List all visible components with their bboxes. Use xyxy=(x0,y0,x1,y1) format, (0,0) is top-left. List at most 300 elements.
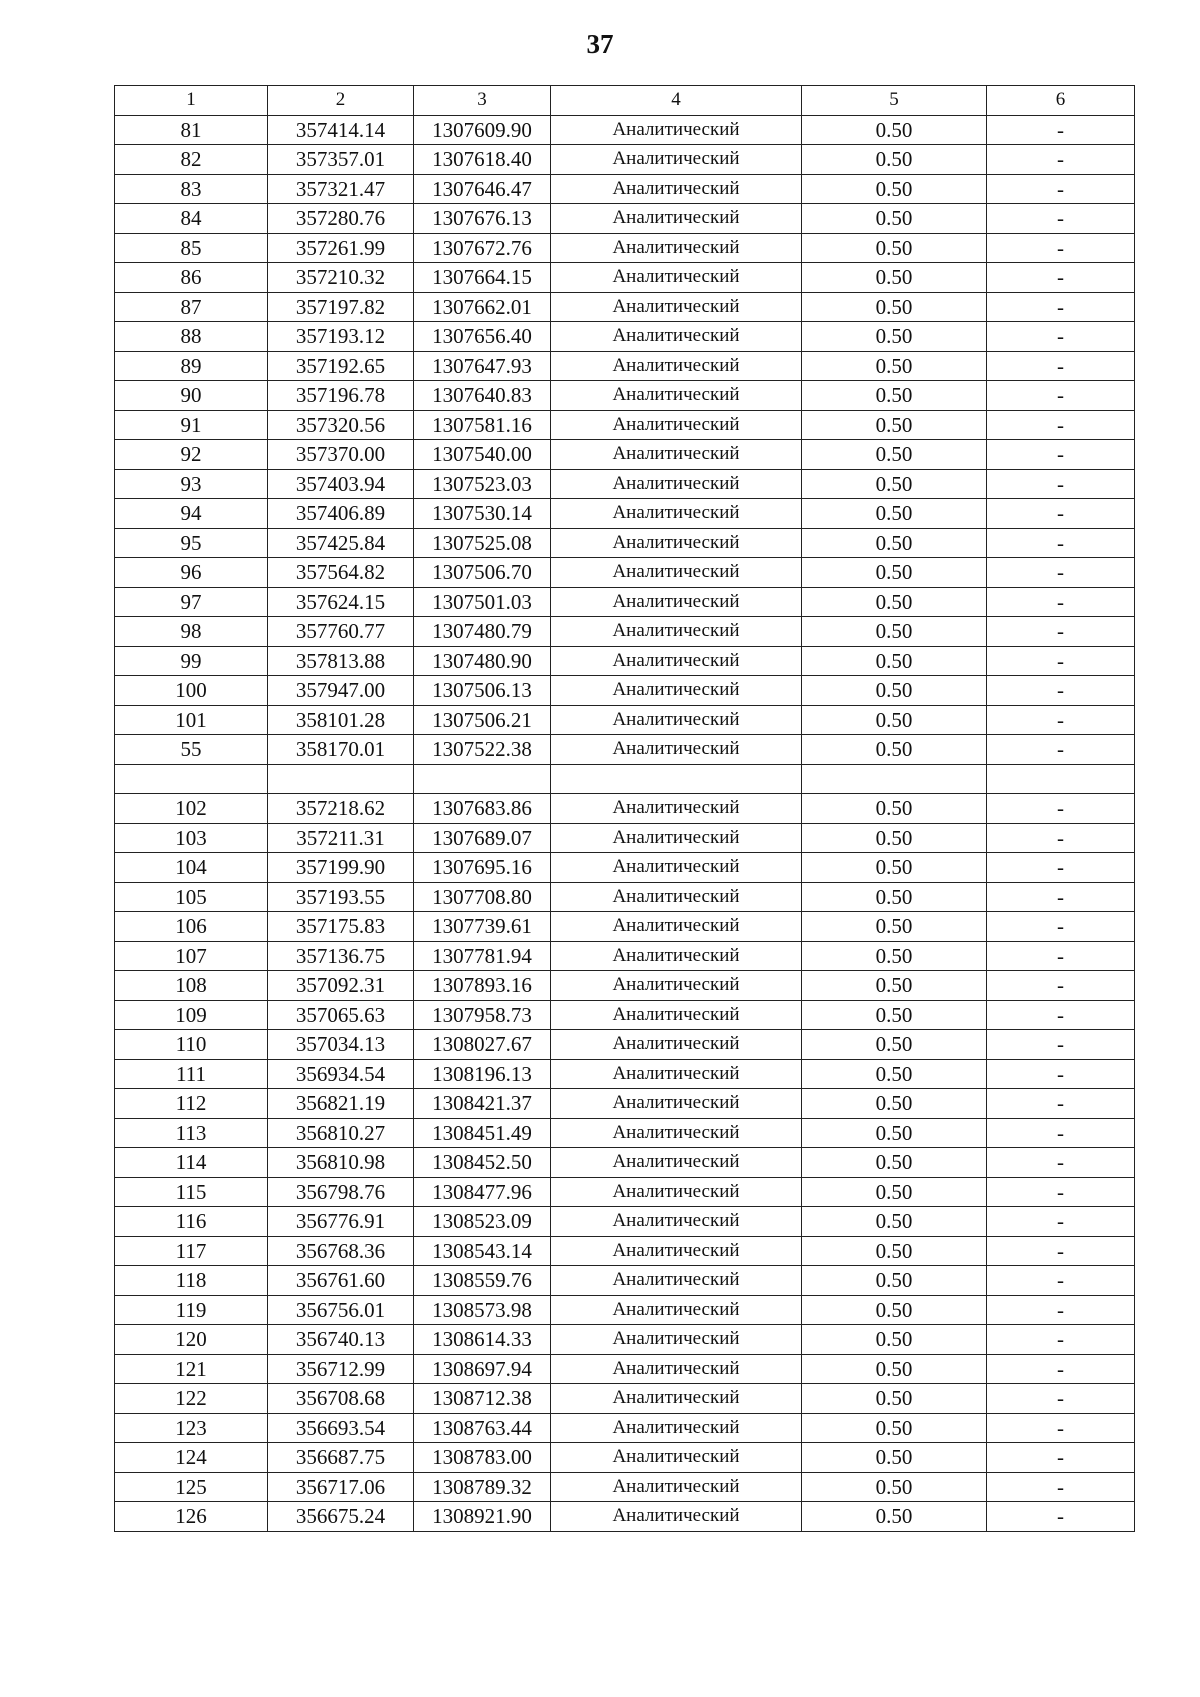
table-row xyxy=(115,145,1135,175)
note-cell: - xyxy=(987,882,1135,912)
accuracy-cell: 0.50 xyxy=(802,1443,987,1473)
note-cell: - xyxy=(987,233,1135,263)
method-cell: Аналитический xyxy=(551,1502,802,1532)
method-cell: Аналитический xyxy=(551,1000,802,1030)
x-coordinate-cell: 357760.77 xyxy=(268,617,414,647)
point-number-cell: 109 xyxy=(115,1000,268,1030)
y-coordinate-cell: 1308452.50 xyxy=(414,1148,551,1178)
x-coordinate-cell: 356768.36 xyxy=(268,1236,414,1266)
y-coordinate-cell: 1307739.61 xyxy=(414,912,551,942)
note-cell: - xyxy=(987,1177,1135,1207)
table-row xyxy=(115,1443,1135,1473)
accuracy-cell: 0.50 xyxy=(802,853,987,883)
method-cell: Аналитический xyxy=(551,1413,802,1443)
method-cell: Аналитический xyxy=(551,528,802,558)
x-coordinate-cell: 357280.76 xyxy=(268,204,414,234)
accuracy-cell: 0.50 xyxy=(802,322,987,352)
method-cell: Аналитический xyxy=(551,381,802,411)
accuracy-cell: 0.50 xyxy=(802,1118,987,1148)
method-cell: Аналитический xyxy=(551,587,802,617)
note-cell: - xyxy=(987,676,1135,706)
table-row xyxy=(115,1413,1135,1443)
method-cell: Аналитический xyxy=(551,1354,802,1384)
method-cell: Аналитический xyxy=(551,1030,802,1060)
table-row xyxy=(115,1354,1135,1384)
note-cell: - xyxy=(987,1266,1135,1296)
accuracy-cell: 0.50 xyxy=(802,263,987,293)
accuracy-cell: 0.50 xyxy=(802,204,987,234)
y-coordinate-cell: 1307480.90 xyxy=(414,646,551,676)
table-row xyxy=(115,882,1135,912)
point-number-cell: 89 xyxy=(115,351,268,381)
point-number-cell: 88 xyxy=(115,322,268,352)
y-coordinate-cell: 1307662.01 xyxy=(414,292,551,322)
method-cell: Аналитический xyxy=(551,794,802,824)
y-coordinate-cell: 1308451.49 xyxy=(414,1118,551,1148)
point-number-cell: 120 xyxy=(115,1325,268,1355)
accuracy-cell: 0.50 xyxy=(802,469,987,499)
y-coordinate-cell: 1307523.03 xyxy=(414,469,551,499)
table-row xyxy=(115,617,1135,647)
point-number-cell: 91 xyxy=(115,410,268,440)
point-number-cell: 115 xyxy=(115,1177,268,1207)
page-number: 37 xyxy=(586,29,614,59)
note-cell: - xyxy=(987,1413,1135,1443)
point-number-cell: 102 xyxy=(115,794,268,824)
accuracy-cell: 0.50 xyxy=(802,440,987,470)
method-cell: Аналитический xyxy=(551,1177,802,1207)
x-coordinate-cell: 357425.84 xyxy=(268,528,414,558)
table-row xyxy=(115,499,1135,529)
y-coordinate-cell: 1307664.15 xyxy=(414,263,551,293)
x-coordinate-cell xyxy=(268,764,414,794)
y-coordinate-cell: 1308783.00 xyxy=(414,1443,551,1473)
y-coordinate-cell: 1307480.79 xyxy=(414,617,551,647)
x-coordinate-cell: 356798.76 xyxy=(268,1177,414,1207)
note-cell: - xyxy=(987,322,1135,352)
note-cell: - xyxy=(987,1059,1135,1089)
note-cell: - xyxy=(987,499,1135,529)
note-cell: - xyxy=(987,823,1135,853)
point-number-cell: 119 xyxy=(115,1295,268,1325)
x-coordinate-cell: 357218.62 xyxy=(268,794,414,824)
table-row xyxy=(115,1000,1135,1030)
table-row xyxy=(115,204,1135,234)
x-coordinate-cell: 357034.13 xyxy=(268,1030,414,1060)
accuracy-cell: 0.50 xyxy=(802,882,987,912)
y-coordinate-cell: 1308196.13 xyxy=(414,1059,551,1089)
point-number-cell: 81 xyxy=(115,115,268,145)
point-number-cell: 98 xyxy=(115,617,268,647)
accuracy-cell: 0.50 xyxy=(802,794,987,824)
x-coordinate-cell: 357197.82 xyxy=(268,292,414,322)
y-coordinate-cell: 1308712.38 xyxy=(414,1384,551,1414)
accuracy-cell: 0.50 xyxy=(802,587,987,617)
method-cell: Аналитический xyxy=(551,823,802,853)
y-coordinate-cell: 1307501.03 xyxy=(414,587,551,617)
method-cell: Аналитический xyxy=(551,853,802,883)
table-row xyxy=(115,351,1135,381)
table-row xyxy=(115,1148,1135,1178)
point-number-cell: 110 xyxy=(115,1030,268,1060)
y-coordinate-cell: 1307656.40 xyxy=(414,322,551,352)
accuracy-cell: 0.50 xyxy=(802,1266,987,1296)
note-cell: - xyxy=(987,1502,1135,1532)
method-cell: Аналитический xyxy=(551,351,802,381)
y-coordinate-cell: 1308763.44 xyxy=(414,1413,551,1443)
method-cell: Аналитический xyxy=(551,499,802,529)
point-number-cell: 108 xyxy=(115,971,268,1001)
accuracy-cell: 0.50 xyxy=(802,705,987,735)
method-cell: Аналитический xyxy=(551,1059,802,1089)
table-row xyxy=(115,587,1135,617)
point-number-cell: 107 xyxy=(115,941,268,971)
accuracy-cell: 0.50 xyxy=(802,558,987,588)
table-row xyxy=(115,1177,1135,1207)
y-coordinate-cell: 1307689.07 xyxy=(414,823,551,853)
x-coordinate-cell: 357321.47 xyxy=(268,174,414,204)
header-cell-col-2: 2 xyxy=(268,86,414,116)
table-row xyxy=(115,174,1135,204)
y-coordinate-cell: 1307640.83 xyxy=(414,381,551,411)
note-cell: - xyxy=(987,912,1135,942)
note-cell: - xyxy=(987,735,1135,765)
point-number-cell: 123 xyxy=(115,1413,268,1443)
header-cell-col-4: 4 xyxy=(551,86,802,116)
method-cell xyxy=(551,764,802,794)
point-number-cell: 87 xyxy=(115,292,268,322)
accuracy-cell xyxy=(802,764,987,794)
y-coordinate-cell: 1307676.13 xyxy=(414,204,551,234)
y-coordinate-cell: 1307581.16 xyxy=(414,410,551,440)
y-coordinate-cell: 1307609.90 xyxy=(414,115,551,145)
note-cell: - xyxy=(987,1207,1135,1237)
x-coordinate-cell: 357320.56 xyxy=(268,410,414,440)
note-cell: - xyxy=(987,469,1135,499)
note-cell: - xyxy=(987,1325,1135,1355)
note-cell: - xyxy=(987,1354,1135,1384)
x-coordinate-cell: 356810.98 xyxy=(268,1148,414,1178)
note-cell: - xyxy=(987,587,1135,617)
table-row xyxy=(115,292,1135,322)
point-number-cell: 55 xyxy=(115,735,268,765)
table-row xyxy=(115,912,1135,942)
note-cell: - xyxy=(987,410,1135,440)
note-cell: - xyxy=(987,174,1135,204)
accuracy-cell: 0.50 xyxy=(802,292,987,322)
note-cell: - xyxy=(987,1118,1135,1148)
y-coordinate-cell: 1307530.14 xyxy=(414,499,551,529)
x-coordinate-cell: 356708.68 xyxy=(268,1384,414,1414)
method-cell: Аналитический xyxy=(551,145,802,175)
point-number-cell: 103 xyxy=(115,823,268,853)
x-coordinate-cell: 358170.01 xyxy=(268,735,414,765)
note-cell: - xyxy=(987,558,1135,588)
table-row xyxy=(115,705,1135,735)
point-number-cell: 95 xyxy=(115,528,268,558)
method-cell: Аналитический xyxy=(551,971,802,1001)
accuracy-cell: 0.50 xyxy=(802,381,987,411)
x-coordinate-cell: 357370.00 xyxy=(268,440,414,470)
point-number-cell: 85 xyxy=(115,233,268,263)
table-row xyxy=(115,410,1135,440)
table-row xyxy=(115,764,1135,794)
accuracy-cell: 0.50 xyxy=(802,1413,987,1443)
x-coordinate-cell: 357414.14 xyxy=(268,115,414,145)
accuracy-cell: 0.50 xyxy=(802,1502,987,1532)
header-cell-col-3: 3 xyxy=(414,86,551,116)
point-number-cell xyxy=(115,764,268,794)
x-coordinate-cell: 357261.99 xyxy=(268,233,414,263)
method-cell: Аналитический xyxy=(551,410,802,440)
table-row xyxy=(115,558,1135,588)
x-coordinate-cell: 357192.65 xyxy=(268,351,414,381)
note-cell: - xyxy=(987,705,1135,735)
y-coordinate-cell: 1308543.14 xyxy=(414,1236,551,1266)
point-number-cell: 100 xyxy=(115,676,268,706)
note-cell: - xyxy=(987,1000,1135,1030)
method-cell: Аналитический xyxy=(551,676,802,706)
point-number-cell: 106 xyxy=(115,912,268,942)
point-number-cell: 125 xyxy=(115,1472,268,1502)
accuracy-cell: 0.50 xyxy=(802,823,987,853)
accuracy-cell: 0.50 xyxy=(802,351,987,381)
method-cell: Аналитический xyxy=(551,1148,802,1178)
accuracy-cell: 0.50 xyxy=(802,646,987,676)
point-number-cell: 93 xyxy=(115,469,268,499)
note-cell: - xyxy=(987,351,1135,381)
note-cell: - xyxy=(987,528,1135,558)
note-cell xyxy=(987,764,1135,794)
point-number-cell: 97 xyxy=(115,587,268,617)
point-number-cell: 116 xyxy=(115,1207,268,1237)
y-coordinate-cell: 1307958.73 xyxy=(414,1000,551,1030)
point-number-cell: 82 xyxy=(115,145,268,175)
method-cell: Аналитический xyxy=(551,233,802,263)
note-cell: - xyxy=(987,1148,1135,1178)
point-number-cell: 118 xyxy=(115,1266,268,1296)
point-number-cell: 92 xyxy=(115,440,268,470)
table-row xyxy=(115,1059,1135,1089)
x-coordinate-cell: 357136.75 xyxy=(268,941,414,971)
y-coordinate-cell: 1307506.21 xyxy=(414,705,551,735)
note-cell: - xyxy=(987,204,1135,234)
table-row xyxy=(115,1266,1135,1296)
point-number-cell: 122 xyxy=(115,1384,268,1414)
y-coordinate-cell: 1308614.33 xyxy=(414,1325,551,1355)
x-coordinate-cell: 356717.06 xyxy=(268,1472,414,1502)
y-coordinate-cell: 1307540.00 xyxy=(414,440,551,470)
y-coordinate-cell: 1308421.37 xyxy=(414,1089,551,1119)
accuracy-cell: 0.50 xyxy=(802,145,987,175)
point-number-cell: 126 xyxy=(115,1502,268,1532)
y-coordinate-cell: 1308477.96 xyxy=(414,1177,551,1207)
note-cell: - xyxy=(987,440,1135,470)
method-cell: Аналитический xyxy=(551,469,802,499)
method-cell: Аналитический xyxy=(551,882,802,912)
accuracy-cell: 0.50 xyxy=(802,617,987,647)
point-number-cell: 105 xyxy=(115,882,268,912)
x-coordinate-cell: 356756.01 xyxy=(268,1295,414,1325)
point-number-cell: 99 xyxy=(115,646,268,676)
x-coordinate-cell: 357196.78 xyxy=(268,381,414,411)
method-cell: Аналитический xyxy=(551,1236,802,1266)
y-coordinate-cell: 1307506.70 xyxy=(414,558,551,588)
point-number-cell: 112 xyxy=(115,1089,268,1119)
table-header-row xyxy=(115,86,1135,116)
note-cell: - xyxy=(987,971,1135,1001)
point-number-cell: 94 xyxy=(115,499,268,529)
note-cell: - xyxy=(987,145,1135,175)
y-coordinate-cell: 1308523.09 xyxy=(414,1207,551,1237)
accuracy-cell: 0.50 xyxy=(802,1148,987,1178)
table-row xyxy=(115,469,1135,499)
method-cell: Аналитический xyxy=(551,174,802,204)
x-coordinate-cell: 357175.83 xyxy=(268,912,414,942)
table-row xyxy=(115,322,1135,352)
header-cell-col-5: 5 xyxy=(802,86,987,116)
x-coordinate-cell: 358101.28 xyxy=(268,705,414,735)
x-coordinate-cell: 357199.90 xyxy=(268,853,414,883)
point-number-cell: 117 xyxy=(115,1236,268,1266)
y-coordinate-cell: 1307893.16 xyxy=(414,971,551,1001)
y-coordinate-cell: 1308789.32 xyxy=(414,1472,551,1502)
table-row xyxy=(115,794,1135,824)
table-row xyxy=(115,1236,1135,1266)
accuracy-cell: 0.50 xyxy=(802,735,987,765)
point-number-cell: 96 xyxy=(115,558,268,588)
x-coordinate-cell: 356687.75 xyxy=(268,1443,414,1473)
x-coordinate-cell: 357193.55 xyxy=(268,882,414,912)
accuracy-cell: 0.50 xyxy=(802,528,987,558)
accuracy-cell: 0.50 xyxy=(802,1384,987,1414)
x-coordinate-cell: 356675.24 xyxy=(268,1502,414,1532)
method-cell: Аналитический xyxy=(551,1384,802,1414)
x-coordinate-cell: 357193.12 xyxy=(268,322,414,352)
x-coordinate-cell: 356776.91 xyxy=(268,1207,414,1237)
method-cell: Аналитический xyxy=(551,1295,802,1325)
y-coordinate-cell: 1307683.86 xyxy=(414,794,551,824)
y-coordinate-cell: 1307695.16 xyxy=(414,853,551,883)
method-cell: Аналитический xyxy=(551,1472,802,1502)
point-number-cell: 86 xyxy=(115,263,268,293)
method-cell: Аналитический xyxy=(551,735,802,765)
accuracy-cell: 0.50 xyxy=(802,971,987,1001)
method-cell: Аналитический xyxy=(551,322,802,352)
x-coordinate-cell: 356693.54 xyxy=(268,1413,414,1443)
method-cell: Аналитический xyxy=(551,705,802,735)
method-cell: Аналитический xyxy=(551,115,802,145)
accuracy-cell: 0.50 xyxy=(802,1059,987,1089)
table-row xyxy=(115,646,1135,676)
y-coordinate-cell: 1307506.13 xyxy=(414,676,551,706)
method-cell: Аналитический xyxy=(551,912,802,942)
accuracy-cell: 0.50 xyxy=(802,410,987,440)
table-row xyxy=(115,853,1135,883)
point-number-cell: 111 xyxy=(115,1059,268,1089)
method-cell: Аналитический xyxy=(551,1443,802,1473)
method-cell: Аналитический xyxy=(551,941,802,971)
y-coordinate-cell: 1307708.80 xyxy=(414,882,551,912)
table-row xyxy=(115,1089,1135,1119)
method-cell: Аналитический xyxy=(551,1207,802,1237)
y-coordinate-cell: 1308697.94 xyxy=(414,1354,551,1384)
y-coordinate-cell: 1308027.67 xyxy=(414,1030,551,1060)
coordinates-table xyxy=(114,85,1135,1532)
y-coordinate-cell: 1307522.38 xyxy=(414,735,551,765)
header-cell-col-6: 6 xyxy=(987,86,1135,116)
x-coordinate-cell: 356761.60 xyxy=(268,1266,414,1296)
accuracy-cell: 0.50 xyxy=(802,1236,987,1266)
note-cell: - xyxy=(987,1089,1135,1119)
accuracy-cell: 0.50 xyxy=(802,499,987,529)
accuracy-cell: 0.50 xyxy=(802,1030,987,1060)
x-coordinate-cell: 356821.19 xyxy=(268,1089,414,1119)
table-body xyxy=(115,86,1135,1532)
table-row xyxy=(115,676,1135,706)
y-coordinate-cell: 1307781.94 xyxy=(414,941,551,971)
x-coordinate-cell: 357092.31 xyxy=(268,971,414,1001)
table-row xyxy=(115,263,1135,293)
note-cell: - xyxy=(987,1472,1135,1502)
y-coordinate-cell: 1307525.08 xyxy=(414,528,551,558)
method-cell: Аналитический xyxy=(551,292,802,322)
y-coordinate-cell: 1307672.76 xyxy=(414,233,551,263)
method-cell: Аналитический xyxy=(551,1118,802,1148)
table-row xyxy=(115,381,1135,411)
x-coordinate-cell: 356810.27 xyxy=(268,1118,414,1148)
method-cell: Аналитический xyxy=(551,646,802,676)
method-cell: Аналитический xyxy=(551,558,802,588)
point-number-cell: 121 xyxy=(115,1354,268,1384)
table-row xyxy=(115,1207,1135,1237)
note-cell: - xyxy=(987,1236,1135,1266)
accuracy-cell: 0.50 xyxy=(802,941,987,971)
accuracy-cell: 0.50 xyxy=(802,1177,987,1207)
x-coordinate-cell: 357624.15 xyxy=(268,587,414,617)
point-number-cell: 84 xyxy=(115,204,268,234)
accuracy-cell: 0.50 xyxy=(802,115,987,145)
note-cell: - xyxy=(987,941,1135,971)
y-coordinate-cell: 1307618.40 xyxy=(414,145,551,175)
accuracy-cell: 0.50 xyxy=(802,1207,987,1237)
accuracy-cell: 0.50 xyxy=(802,676,987,706)
note-cell: - xyxy=(987,292,1135,322)
note-cell: - xyxy=(987,646,1135,676)
x-coordinate-cell: 357065.63 xyxy=(268,1000,414,1030)
point-number-cell: 101 xyxy=(115,705,268,735)
table-row xyxy=(115,233,1135,263)
table-row xyxy=(115,971,1135,1001)
x-coordinate-cell: 357357.01 xyxy=(268,145,414,175)
x-coordinate-cell: 357406.89 xyxy=(268,499,414,529)
note-cell: - xyxy=(987,1443,1135,1473)
table-row xyxy=(115,440,1135,470)
table-row xyxy=(115,941,1135,971)
x-coordinate-cell: 357210.32 xyxy=(268,263,414,293)
note-cell: - xyxy=(987,1030,1135,1060)
y-coordinate-cell: 1308559.76 xyxy=(414,1266,551,1296)
note-cell: - xyxy=(987,617,1135,647)
accuracy-cell: 0.50 xyxy=(802,233,987,263)
x-coordinate-cell: 356934.54 xyxy=(268,1059,414,1089)
accuracy-cell: 0.50 xyxy=(802,1354,987,1384)
accuracy-cell: 0.50 xyxy=(802,1325,987,1355)
table-row xyxy=(115,115,1135,145)
point-number-cell: 83 xyxy=(115,174,268,204)
point-number-cell: 113 xyxy=(115,1118,268,1148)
table-row xyxy=(115,735,1135,765)
